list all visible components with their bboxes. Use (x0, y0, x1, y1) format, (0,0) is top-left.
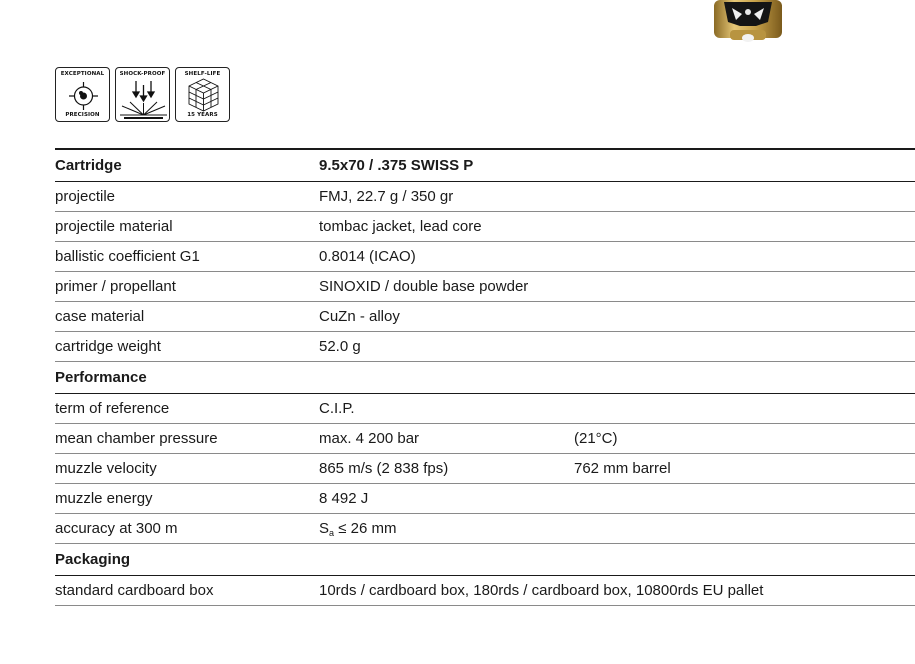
feature-badges (55, 67, 230, 122)
row-label: term of reference (55, 394, 319, 424)
precision-badge (55, 67, 110, 122)
section-heading: Packaging (55, 544, 915, 576)
row-label: projectile material (55, 212, 319, 242)
row-value (319, 514, 574, 544)
row-label: primer / propellant (55, 272, 319, 302)
row-label: projectile (55, 182, 319, 212)
section-heading: Cartridge (55, 149, 319, 182)
shock-arrows-icon (116, 68, 170, 122)
row-value: SINOXID / double base powder (319, 272, 915, 302)
badge-bottom-label: 15 YEARS (187, 112, 218, 118)
table-row (55, 242, 915, 272)
row-value: 10rds / cardboard box, 180rds / cardboard box, 10800rds EU pallet (319, 576, 915, 606)
table-row (55, 332, 915, 362)
badge-top-label: SHOCK-PROOF (119, 71, 166, 77)
table-row (55, 514, 915, 544)
row-value: 8 492 J (319, 484, 574, 514)
row-value: 0.8014 (ICAO) (319, 242, 915, 272)
shock-proof-badge (115, 67, 170, 122)
badge-top-label: EXCEPTIONAL (60, 71, 105, 77)
table-row (55, 484, 915, 514)
row-label: standard cardboard box (55, 576, 319, 606)
row-note: (21°C) (574, 424, 915, 454)
table-row (55, 424, 915, 454)
row-value: max. 4 200 bar (319, 424, 574, 454)
row-note (574, 394, 915, 424)
badge-top-label: SHELF-LIFE (184, 71, 221, 77)
table-row (55, 302, 915, 332)
row-value: CuZn - alloy (319, 302, 915, 332)
cartridge-image (708, 0, 788, 44)
shelf-life-badge (175, 67, 230, 122)
row-label: muzzle velocity (55, 454, 319, 484)
row-value: 52.0 g (319, 332, 915, 362)
table-row (55, 272, 915, 302)
table-row (55, 576, 915, 606)
accuracy-value: ≤ 26 mm (334, 519, 397, 537)
row-label: mean chamber pressure (55, 424, 319, 454)
row-value: FMJ, 22.7 g / 350 gr (319, 182, 915, 212)
row-note (574, 484, 915, 514)
badge-bottom-label: PRECISION (65, 112, 100, 118)
cartridge-section-header (55, 149, 915, 182)
row-label: cartridge weight (55, 332, 319, 362)
row-value: tombac jacket, lead core (319, 212, 915, 242)
table-row (55, 454, 915, 484)
row-label: muzzle energy (55, 484, 319, 514)
spec-table (55, 148, 915, 606)
packaging-section-header (55, 544, 915, 576)
row-label: case material (55, 302, 319, 332)
row-note: 762 mm barrel (574, 454, 915, 484)
performance-section-header (55, 362, 915, 394)
table-row (55, 394, 915, 424)
table-row (55, 182, 915, 212)
row-note (574, 514, 915, 544)
table-row (55, 212, 915, 242)
row-label: accuracy at 300 m (55, 514, 319, 544)
accuracy-subscript: a (329, 527, 335, 538)
row-value: C.I.P. (319, 394, 574, 424)
row-label: ballistic coefficient G1 (55, 242, 319, 272)
accuracy-symbol: S (319, 519, 330, 537)
section-heading: Performance (55, 362, 915, 394)
row-value: 865 m/s (2 838 fps) (319, 454, 574, 484)
cartridge-name: 9.5x70 / .375 SWISS P (319, 149, 915, 182)
